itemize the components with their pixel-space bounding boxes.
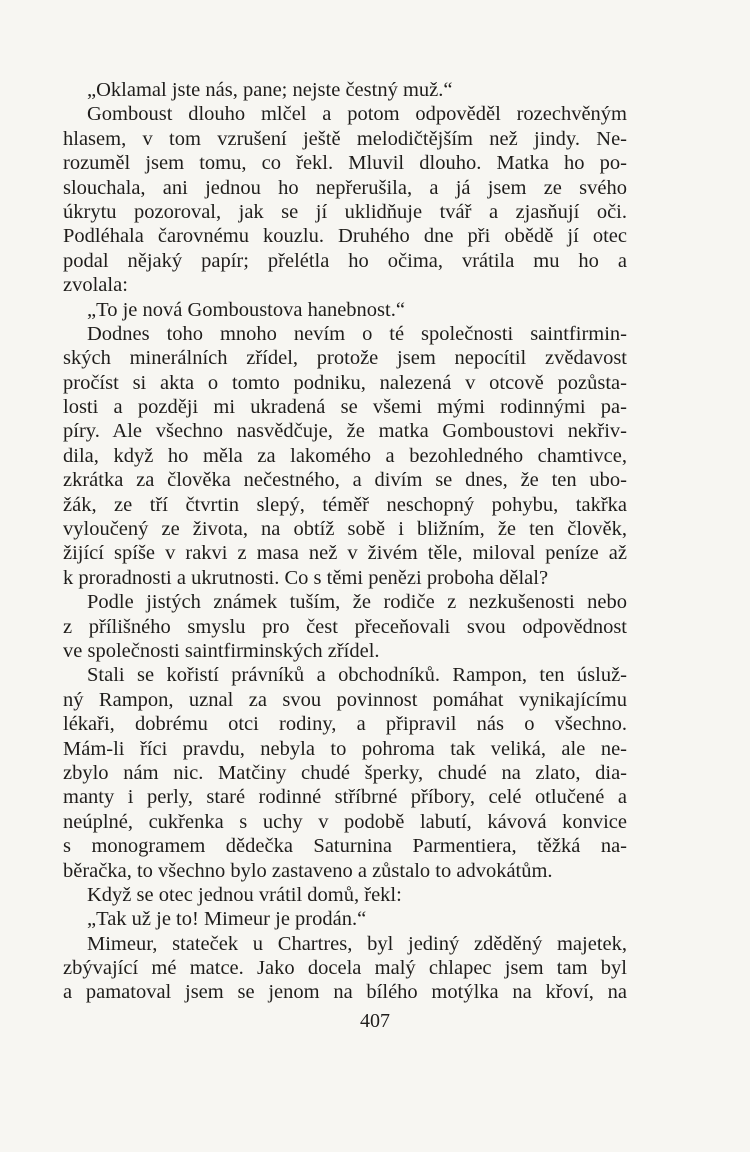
text-line: úkrytu pozoroval, jak se jí uklidňuje tvář a zjasňují oči. [63, 200, 627, 223]
text-line: slouchala, ani jednou ho nepřerušila, a já jsem ze svého [63, 176, 627, 199]
body-text [63, 78, 627, 1005]
text-line: losti a později mi ukradená se všemi mými rodinnými pa- [63, 396, 627, 419]
text-line: ve společnosti saintfirminských zřídel. [63, 639, 380, 662]
text-line: žijící spíše v rakvi z masa než v živém těle, miloval peníze až [63, 542, 627, 565]
text-line: rozuměl jsem tomu, co řekl. Mluvil dlouho. Matka ho po- [63, 152, 627, 175]
text-line: pročíst si akta o tomto podniku, nalezená v otcově pozůsta- [63, 371, 627, 394]
text-line: ný Rampon, uznal za svou povinnost pomáhat vynikajícímu [63, 688, 627, 711]
text-line: „To je nová Gomboustova hanebnost.“ [87, 298, 405, 321]
text-line: Podle jistých známek tuším, že rodiče z nezkušenosti nebo [87, 591, 627, 614]
text-line: k proradnosti a ukrutnosti. Co s těmi penězi proboha dělal? [63, 566, 549, 589]
text-line: Mám-li říci pravdu, nebyla to pohroma tak veliká, ale ne- [63, 737, 627, 760]
text-line: běračka, to všechno bylo zastaveno a zůstalo to advokátům. [63, 859, 553, 882]
text-line: ských minerálních zřídel, protože jsem nepocítil zvědavost [63, 347, 627, 370]
page-number: 407 [360, 1010, 390, 1032]
text-line: s monogramem dědečka Saturnina Parmentiera, těžká na- [63, 835, 627, 858]
text-line: hlasem, v tom vzrušení ještě melodičtějším než jindy. Ne- [63, 127, 627, 150]
text-line: píry. Ale všechno nasvědčuje, že matka Gomboustovi nekřiv- [63, 420, 627, 443]
text-line: podal nějaký papír; přelétla ho očima, vrátila mu ho a [63, 249, 627, 272]
text-line: a pamatoval jsem se jenom na bílého motýlka na křoví, na [63, 981, 627, 1004]
text-line: zvolala: [63, 274, 128, 297]
text-line: Gomboust dlouho mlčel a potom odpověděl rozechvěným [87, 103, 627, 126]
text-line: „Tak už je to! Mimeur je prodán.“ [87, 908, 367, 931]
text-line: neúplné, cukřenka s uchy v podobě labutí, kávová konvice [63, 810, 627, 833]
text-line: žák, ze tří čtvrtin slepý, téměř neschopný pohybu, takřka [63, 493, 627, 516]
text-line: dila, když ho měla za lakomého a bezohledného chamtivce, [63, 444, 627, 467]
text-line: Dodnes toho mnoho nevím o té společnosti saintfirmin- [87, 322, 627, 345]
text-line: Stali se kořistí právníků a obchodníků. Rampon, ten úsluž- [87, 664, 627, 687]
text-line: zkrátka za člověka nečestného, a divím se dnes, že ten ubo- [63, 469, 627, 492]
text-line: Mimeur, stateček u Chartres, byl jediný zděděný majetek, [87, 932, 627, 955]
text-line: Podléhala čarovnému kouzlu. Druhého dne při obědě jí otec [63, 225, 627, 248]
text-line: zbývající mé matce. Jako docela malý chlapec jsem tam byl [63, 957, 627, 980]
text-line: Když se otec jednou vrátil domů, řekl: [87, 883, 402, 906]
text-line: „Oklamal jste nás, pane; nejste čestný muž.“ [87, 79, 453, 101]
text-line: z přílišného smyslu pro čest přeceňovali svou odpovědnost [63, 615, 627, 638]
text-line: vyloučený ze života, na obtíž sobě i bližním, že ten člověk, [63, 518, 627, 541]
text-line: lékaři, dobrému otci rodiny, a připravil nás o všechno. [63, 713, 627, 736]
text-line: zbylo nám nic. Matčiny chudé šperky, chudé na zlato, dia- [63, 761, 627, 784]
text-line: manty i perly, staré rodinné stříbrné příbory, celé otlučené a [63, 786, 627, 809]
